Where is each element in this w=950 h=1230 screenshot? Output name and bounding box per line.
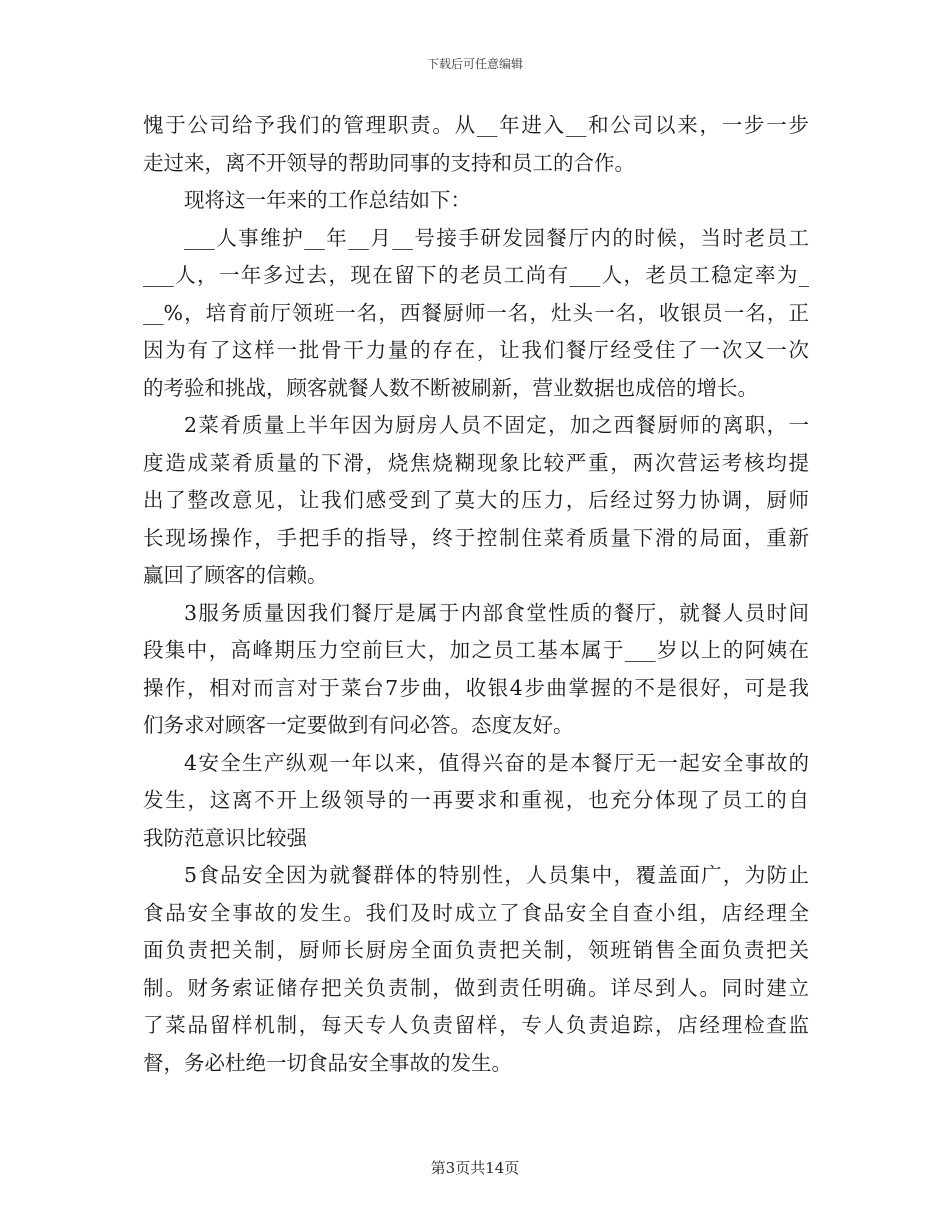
- text-line: 3服务质量因我们餐厅是属于内部食堂性质的餐厅，就餐人员时间: [184, 600, 809, 625]
- text-line: 们务求对顾客一定要做到有问必答。态度友好。: [143, 713, 574, 737]
- text-line: 出了整改意见，让我们感受到了莫大的压力，后经过努力协调，厨师: [143, 488, 809, 512]
- text-line: 我防范意识比较强: [143, 825, 307, 850]
- text-line: 愧于公司给予我们的管理职责。从__年进入__和公司以来，一步一步: [143, 113, 809, 137]
- text-line: 2菜肴质量上半年因为厨房人员不固定，加之西餐厨师的离职，一: [184, 413, 809, 437]
- text-line: 长现场操作，手把手的指导，终于控制住菜肴质量下滑的局面，重新: [143, 525, 809, 550]
- text-line: 因为有了这样一批骨干力量的存在，让我们餐厅经受住了一次又一次: [143, 338, 809, 362]
- paragraph-summary-lead: [143, 182, 809, 220]
- text-line: 督，务必杜绝一切食品安全事故的发生。: [143, 1050, 512, 1075]
- paragraph-personnel: [143, 220, 809, 408]
- text-line: 赢回了顾客的信赖。: [143, 563, 328, 587]
- text-line: 的考验和挑战，顾客就餐人数不断被刷新，营业数据也成倍的增长。: [143, 375, 758, 400]
- page-header: 下载后可任意编辑: [426, 57, 523, 71]
- paragraph-dish-quality: [143, 407, 809, 595]
- text-line: 现将这一年来的工作总结如下：: [184, 188, 471, 212]
- text-line: 度造成菜肴质量的下滑，烧焦烧糊现象比较严重，两次营运考核均提: [143, 450, 809, 475]
- text-line: 了菜品留样机制，每天专人负责留样，专人负责追踪，店经理检查监: [143, 1013, 809, 1037]
- text-line: ___人事维护__年__月__号接手研发园餐厅内的时候，当时老员工: [184, 225, 809, 250]
- paragraph-intro: [143, 107, 809, 182]
- text-line: 走过来，离不开领导的帮助同事的支持和员工的合作。: [143, 150, 635, 175]
- text-line: 段集中，高峰期压力空前巨大，加之员工基本属于___岁以上的阿姨在: [143, 638, 809, 662]
- text-line: ___人，一年多过去，现在留下的老员工尚有___人，老员工稳定率为_: [143, 263, 809, 287]
- text-line: 4安全生产纵观一年以来，值得兴奋的是本餐厅无一起安全事故的: [184, 750, 809, 775]
- paragraph-food-safety: [143, 857, 809, 1082]
- paragraph-service-quality: [143, 595, 809, 745]
- document-body: [143, 107, 809, 1082]
- text-line: 发生，这离不开上级领导的一再要求和重视，也充分体现了员工的自: [143, 788, 809, 812]
- text-line: 食品安全事故的发生。我们及时成立了食品安全自查小组，店经理全: [143, 900, 809, 925]
- page-number: 第3页共14页: [430, 1159, 520, 1177]
- paragraph-production-safety: [143, 745, 809, 858]
- text-line: 制。财务索证储存把关负责制，做到责任明确。详尽到人。同时建立: [143, 975, 809, 1000]
- text-line: 5食品安全因为就餐群体的特别性，人员集中，覆盖面广，为防止: [184, 863, 809, 887]
- text-line: 操作，相对而言对于菜台7步曲，收银4步曲掌握的不是很好，可是我: [143, 675, 809, 700]
- text-line: __%，培育前厅领班一名，西餐厨师一名，灶头一名，收银员一名，正: [143, 300, 809, 325]
- text-line: 面负责把关制，厨师长厨房全面负责把关制，领班销售全面负责把关: [143, 938, 809, 962]
